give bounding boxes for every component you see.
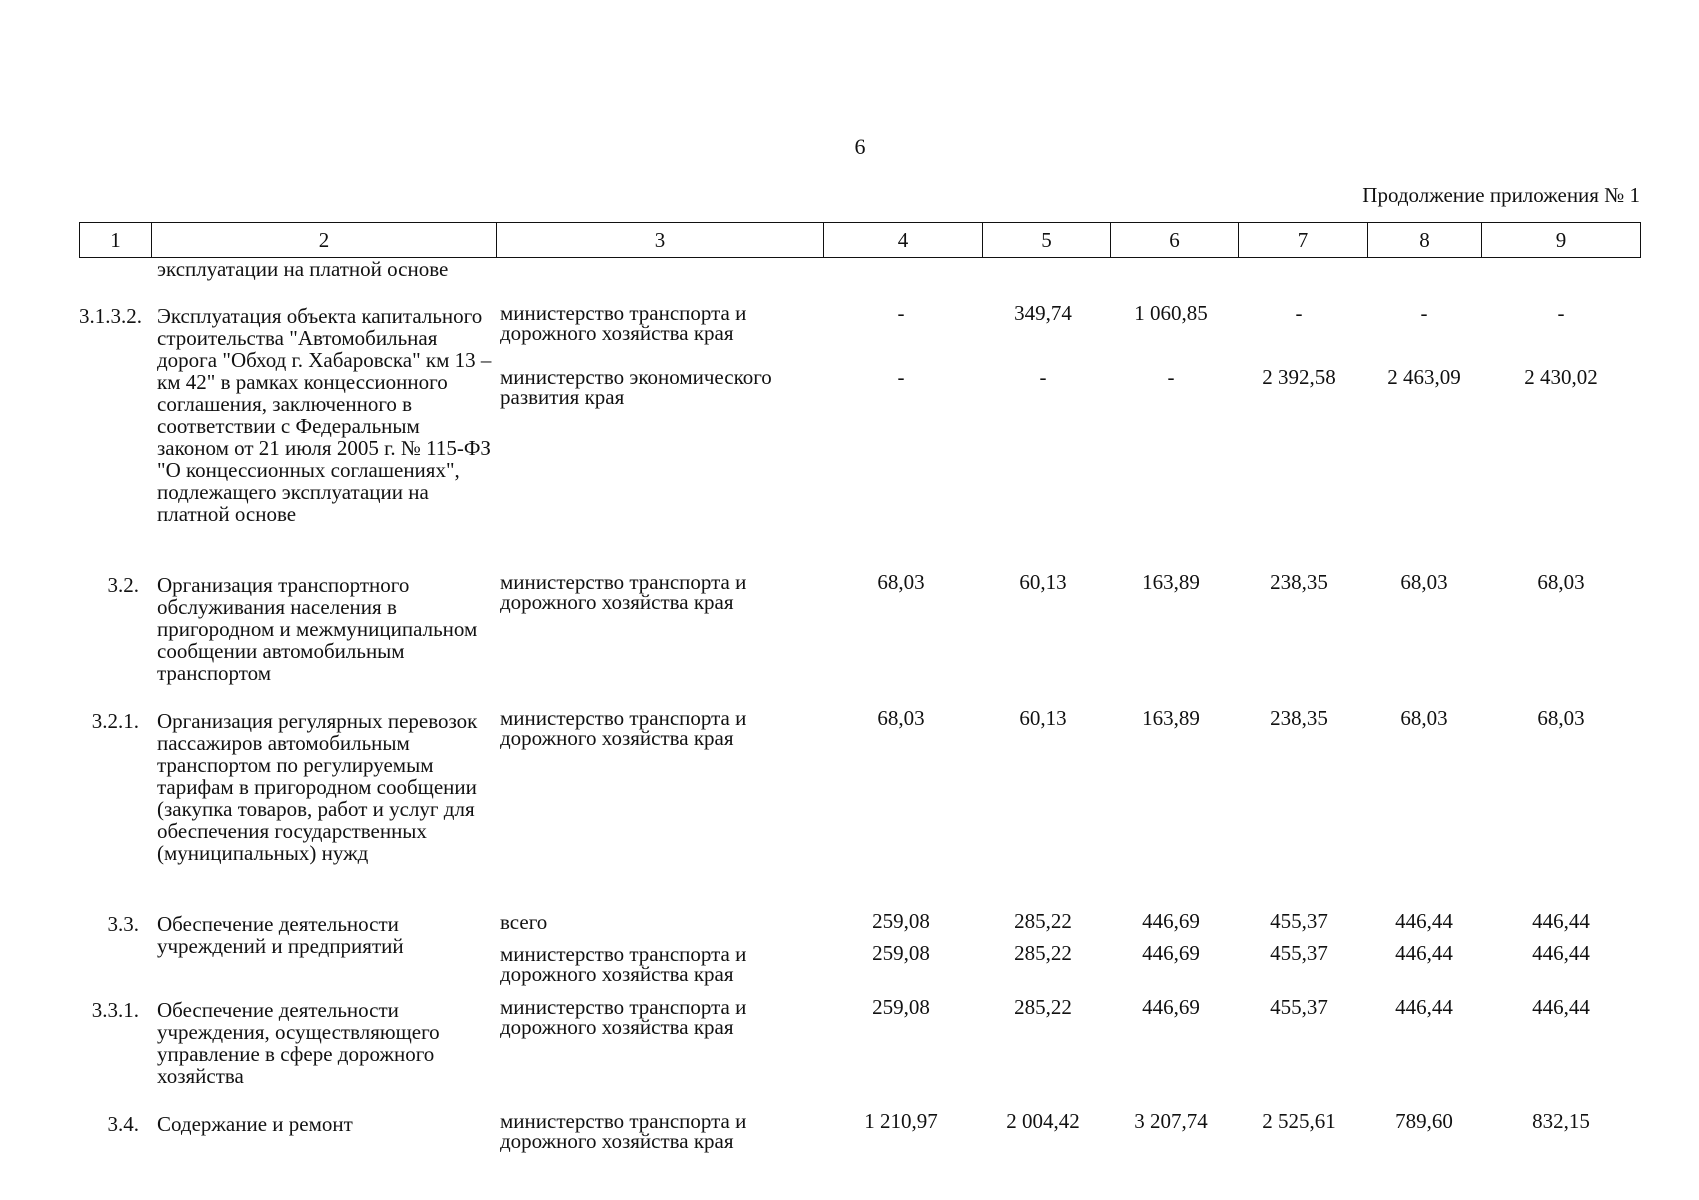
row-value-col8: 446,44 — [1395, 909, 1453, 933]
row-value-col9: 2 430,02 — [1524, 365, 1598, 389]
row-value-col8: 68,03 — [1400, 706, 1448, 730]
row-value-col8: 446,44 — [1395, 941, 1453, 965]
row-value-col5: 60,13 — [1019, 706, 1067, 730]
row-name: Организация транспортного обслуживания населения в пригородном и межмуниципальном сообщении автомобильным транспортом — [157, 573, 478, 685]
row-number: 3.4. — [107, 1112, 139, 1136]
row-value-col7: 455,37 — [1270, 941, 1328, 965]
row-value-col8: - — [1420, 301, 1428, 325]
column-header-table — [79, 222, 1641, 258]
row-value-col7: 455,37 — [1270, 909, 1328, 933]
row-value-col8: 68,03 — [1400, 570, 1448, 594]
row-value-col7: 2 392,58 — [1262, 365, 1336, 389]
row-value-col9: 446,44 — [1532, 941, 1590, 965]
row-value-col9: 832,15 — [1532, 1109, 1590, 1133]
row-value-col6: - — [1167, 365, 1175, 389]
row-executor: министерство транспорта и дорожного хозяйства края — [500, 942, 747, 986]
row-executor: всего — [500, 910, 548, 934]
header-col-7: 7 — [1239, 223, 1368, 258]
row-value-col9: - — [1557, 301, 1565, 325]
header-col-4: 4 — [824, 223, 983, 258]
row-value-col6: 1 060,85 — [1134, 301, 1208, 325]
row-value-col5: 285,22 — [1014, 941, 1072, 965]
row-name: Организация регулярных перевозок пассажиров автомобильным транспортом по регулируемым тарифам в пригородном сообщении (закупка товаров, работ и услуг для обеспечения государственных (муниципальных) нужд — [157, 709, 478, 865]
row-value-col9: 68,03 — [1537, 706, 1585, 730]
header-col-1: 1 — [80, 223, 152, 258]
row-value-col5: 60,13 — [1019, 570, 1067, 594]
row-number: 3.3. — [107, 912, 139, 936]
row-value-col6: 163,89 — [1142, 570, 1200, 594]
row-name: Обеспечение деятельности учреждения, осуществляющего управление в сфере дорожного хозяйства — [157, 998, 440, 1088]
row-name: Содержание и ремонт — [157, 1112, 353, 1136]
row-value-col6: 446,69 — [1142, 941, 1200, 965]
row-value-col5: - — [1039, 365, 1047, 389]
row-value-col7: 238,35 — [1270, 706, 1328, 730]
row-name: Обеспечение деятельности учреждений и предприятий — [157, 912, 404, 958]
row-value-col4: 259,08 — [872, 995, 930, 1019]
header-row — [80, 223, 1641, 258]
row-executor: министерство экономического развития края — [500, 365, 772, 409]
row-executor: министерство транспорта и дорожного хозяйства края — [500, 1109, 747, 1153]
row-value-col4: 68,03 — [877, 706, 925, 730]
header-col-3: 3 — [497, 223, 824, 258]
row-value-col6: 3 207,74 — [1134, 1109, 1208, 1133]
row-value-col4: - — [897, 365, 905, 389]
header-col-6: 6 — [1111, 223, 1239, 258]
row-value-col5: 2 004,42 — [1006, 1109, 1080, 1133]
row-value-col4: 1 210,97 — [864, 1109, 938, 1133]
header-col-8: 8 — [1368, 223, 1482, 258]
row-number: 3.3.1. — [91, 998, 139, 1022]
row-name: Эксплуатация объекта капитального строительства "Автомобильная дорога "Обход г. Хабаровска" км 13 – км 42" в рамках концессионного соглашения, заключенного в соответствии с Федеральным законом от 21 июля 2005 г. № 115-ФЗ "О концессионных соглашениях", подлежащего эксплуатации на платной основе — [157, 304, 492, 526]
continuation-label: Продолжение приложения № 1 — [1362, 183, 1640, 207]
header-col-9: 9 — [1482, 223, 1641, 258]
row-value-col5: 285,22 — [1014, 909, 1072, 933]
row-value-col4: 259,08 — [872, 941, 930, 965]
row-value-col7: 455,37 — [1270, 995, 1328, 1019]
row-value-col4: 259,08 — [872, 909, 930, 933]
page-number: 6 — [854, 134, 866, 159]
row-value-col8: 2 463,09 — [1387, 365, 1461, 389]
row-value-col9: 446,44 — [1532, 909, 1590, 933]
row-value-col5: 285,22 — [1014, 995, 1072, 1019]
row-executor: министерство транспорта и дорожного хозяйства края — [500, 301, 747, 345]
row-value-col4: 68,03 — [877, 570, 925, 594]
row-value-col4: - — [897, 301, 905, 325]
row-value-col6: 446,69 — [1142, 909, 1200, 933]
row-executor: министерство транспорта и дорожного хозяйства края — [500, 570, 747, 614]
row-value-col6: 163,89 — [1142, 706, 1200, 730]
row-value-col7: - — [1295, 301, 1303, 325]
row-executor: министерство транспорта и дорожного хозяйства края — [500, 706, 747, 750]
row-number: 3.2. — [107, 573, 139, 597]
carry-over-text: эксплуатации на платной основе — [157, 257, 449, 281]
row-value-col7: 2 525,61 — [1262, 1109, 1336, 1133]
header-col-2: 2 — [152, 223, 497, 258]
row-executor: министерство транспорта и дорожного хозяйства края — [500, 995, 747, 1039]
row-value-col5: 349,74 — [1014, 301, 1072, 325]
header-col-5: 5 — [983, 223, 1111, 258]
row-value-col7: 238,35 — [1270, 570, 1328, 594]
row-number: 3.2.1. — [91, 709, 139, 733]
row-value-col6: 446,69 — [1142, 995, 1200, 1019]
row-value-col8: 789,60 — [1395, 1109, 1453, 1133]
row-value-col9: 446,44 — [1532, 995, 1590, 1019]
row-value-col9: 68,03 — [1537, 570, 1585, 594]
row-number: 3.1.3.2. — [79, 304, 142, 328]
row-value-col8: 446,44 — [1395, 995, 1453, 1019]
